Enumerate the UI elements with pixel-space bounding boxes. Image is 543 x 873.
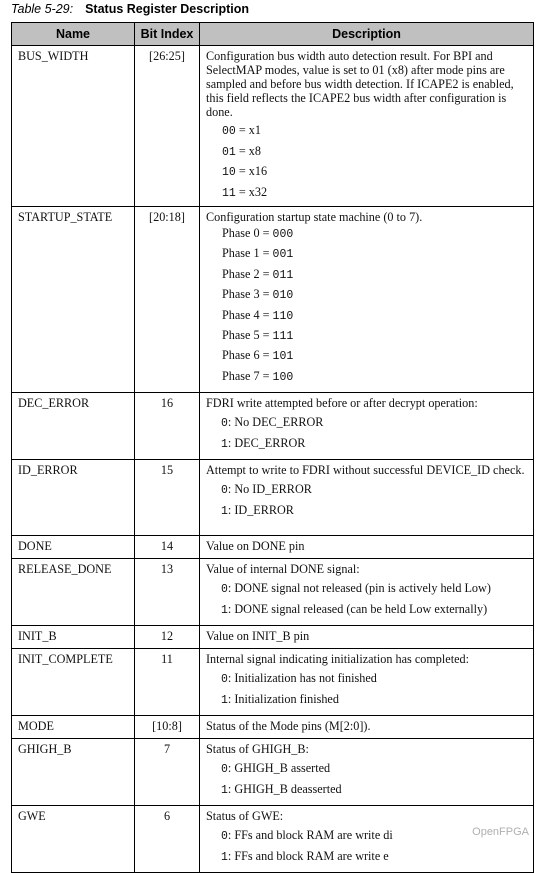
- row-bit-index: 11: [135, 649, 200, 716]
- description-text: Configuration bus width auto detection result. For BPI and SelectMAP modes, value is set to 01 (x8) after mode pins are sampled and before bus width detection. If ICAPE2 is enabled, this field reflects the ICAPE2 bus width after configuration is done.: [206, 49, 514, 119]
- value-label: : FFs and block RAM are write e: [227, 848, 389, 863]
- status-register-table: [11, 22, 534, 873]
- value-line: [206, 480, 529, 501]
- value-code: 110: [272, 309, 294, 323]
- value-code: 10: [222, 166, 236, 179]
- table-row: [12, 46, 534, 207]
- value-line: [206, 600, 529, 621]
- table-row: [12, 536, 534, 559]
- row-description: [200, 806, 534, 873]
- value-code: 11: [222, 186, 236, 200]
- header-name: Name: [12, 23, 135, 46]
- watermark: OpenFPGA: [472, 826, 529, 838]
- value-code: 1: [221, 437, 228, 451]
- value-line: [206, 244, 529, 264]
- value-line: [206, 346, 529, 366]
- value-code: 1: [221, 504, 228, 518]
- row-name: GHIGH_B: [12, 739, 135, 806]
- description-text: Internal signal indicating initialization has completed:: [206, 652, 469, 667]
- value-code: 0: [221, 484, 228, 498]
- row-name: DEC_ERROR: [12, 393, 135, 460]
- value-code: 111: [272, 330, 294, 344]
- description-text: Status of GWE:: [206, 809, 284, 824]
- row-bit-index: 16: [135, 393, 200, 460]
- value-label: Phase 4 =: [222, 307, 273, 322]
- value-label: : ID_ERROR: [227, 502, 294, 517]
- value-line: [206, 224, 529, 244]
- table-row: [12, 626, 534, 649]
- value-label: Phase 6 =: [222, 348, 273, 363]
- row-bit-index: [20:18]: [135, 207, 200, 393]
- row-name: INIT_COMPLETE: [12, 649, 135, 716]
- value-code: 1: [221, 850, 228, 864]
- value-label: : GHIGH_B asserted: [227, 761, 331, 776]
- table-row: [12, 460, 534, 536]
- row-description: [200, 626, 534, 649]
- row-bit-index: 13: [135, 559, 200, 626]
- value-line: [206, 164, 529, 181]
- value-label: : No DEC_ERROR: [227, 415, 324, 430]
- value-line: [206, 759, 529, 780]
- value-label: : No ID_ERROR: [227, 482, 312, 497]
- header-bit-index: Bit Index: [135, 23, 200, 46]
- row-name: DONE: [12, 536, 135, 559]
- row-description: [200, 649, 534, 716]
- row-description: [200, 460, 534, 536]
- table-row: [12, 393, 534, 460]
- value-code: 0: [221, 417, 228, 431]
- row-bit-index: [26:25]: [135, 46, 200, 207]
- table-number: Table 5-29:: [11, 2, 74, 16]
- value-code: 100: [272, 370, 294, 384]
- row-description: [200, 739, 534, 806]
- value-line: [206, 185, 529, 202]
- value-line: [206, 501, 529, 522]
- table-row: [12, 207, 534, 393]
- value-line: [206, 144, 529, 161]
- table-row: [12, 649, 534, 716]
- table-caption: [11, 2, 249, 16]
- table-row: [12, 559, 534, 626]
- value-line: [206, 579, 529, 600]
- row-name: ID_ERROR: [12, 460, 135, 536]
- value-code: 101: [272, 350, 294, 364]
- table-title: Status Register Description: [85, 2, 250, 16]
- row-description: [200, 716, 534, 739]
- row-description: [200, 393, 534, 460]
- row-description: [200, 559, 534, 626]
- value-line: [206, 367, 529, 387]
- value-line: [206, 847, 529, 868]
- description-text: Value on INIT_B pin: [206, 629, 310, 644]
- row-name: INIT_B: [12, 626, 135, 649]
- description-text: FDRI write attempted before or after decrypt operation:: [206, 396, 478, 411]
- value-label: : FFs and block RAM are write di: [227, 828, 393, 843]
- row-description: [200, 207, 534, 393]
- value-line: [206, 306, 529, 326]
- value-line: [206, 413, 529, 434]
- value-line: [206, 690, 529, 711]
- table-row: [12, 806, 534, 873]
- value-label: Phase 0 =: [222, 226, 273, 240]
- value-line: [206, 669, 529, 690]
- header-description: Description: [200, 23, 534, 46]
- row-bit-index: 14: [135, 536, 200, 559]
- value-label: : DEC_ERROR: [227, 435, 306, 450]
- value-code: 0: [221, 830, 228, 844]
- value-line: [206, 285, 529, 305]
- row-name: STARTUP_STATE: [12, 207, 135, 393]
- table-body: [12, 46, 534, 873]
- value-label: = x32: [235, 184, 268, 199]
- row-name: MODE: [12, 716, 135, 739]
- row-bit-index: 7: [135, 739, 200, 806]
- value-code: 000: [272, 228, 294, 241]
- description-text: Configuration startup state machine (0 to 7).: [206, 210, 423, 224]
- value-code: 1: [221, 603, 228, 617]
- value-label: = x1: [235, 123, 261, 137]
- value-code: 00: [222, 125, 236, 138]
- header-row: [12, 23, 534, 46]
- row-description: [200, 46, 534, 207]
- description-text: Status of the Mode pins (M[2:0]).: [206, 719, 371, 734]
- value-label: Phase 3 =: [222, 287, 273, 302]
- value-line: [206, 434, 529, 455]
- value-line: [206, 780, 529, 801]
- table-row: [12, 739, 534, 806]
- value-code: 0: [221, 763, 228, 777]
- value-code: 011: [272, 268, 294, 282]
- value-label: : Initialization has not finished: [227, 671, 377, 686]
- value-label: : DONE signal not released (pin is actively held Low): [227, 581, 491, 596]
- description-text: Status of GHIGH_B:: [206, 742, 309, 757]
- value-label: : Initialization finished: [227, 691, 339, 706]
- value-code: 01: [222, 145, 236, 159]
- row-description: [200, 536, 534, 559]
- value-label: : DONE signal released (can be held Low externally): [227, 601, 488, 616]
- value-label: = x8: [235, 143, 261, 158]
- value-code: 010: [272, 289, 294, 303]
- value-code: 1: [221, 783, 228, 797]
- value-label: = x16: [235, 164, 268, 178]
- value-code: 0: [221, 673, 228, 687]
- value-code: 001: [272, 248, 294, 262]
- row-name: BUS_WIDTH: [12, 46, 135, 207]
- value-label: : GHIGH_B deasserted: [227, 781, 342, 796]
- description-text: Value of internal DONE signal:: [206, 562, 360, 577]
- row-name: RELEASE_DONE: [12, 559, 135, 626]
- value-line: [206, 265, 529, 285]
- value-line: [206, 123, 529, 140]
- description-text: Value on DONE pin: [206, 539, 305, 554]
- row-bit-index: [10:8]: [135, 716, 200, 739]
- value-code: 0: [221, 583, 228, 597]
- description-text: Attempt to write to FDRI without successful DEVICE_ID check.: [206, 463, 525, 478]
- value-line: [206, 326, 529, 346]
- value-label: Phase 7 =: [222, 368, 273, 383]
- row-name: GWE: [12, 806, 135, 873]
- value-label: Phase 5 =: [222, 328, 273, 343]
- row-bit-index: 15: [135, 460, 200, 536]
- value-label: Phase 2 =: [222, 266, 273, 281]
- row-bit-index: 6: [135, 806, 200, 873]
- value-label: Phase 1 =: [222, 246, 273, 261]
- value-code: 1: [221, 693, 228, 707]
- table-row: [12, 716, 534, 739]
- row-bit-index: 12: [135, 626, 200, 649]
